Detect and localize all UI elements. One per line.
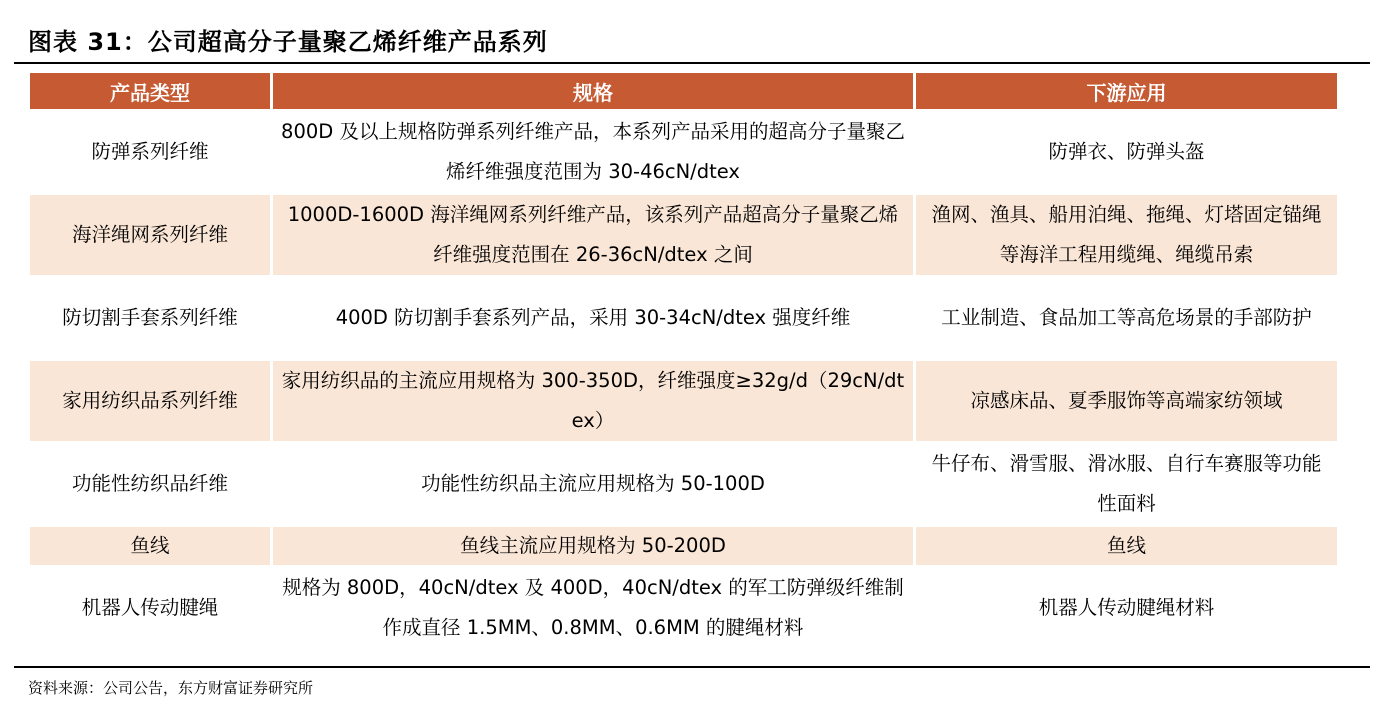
column-header-downstream-application: 下游应用 bbox=[916, 73, 1337, 109]
cell-product-type: 功能性纺织品纤维 bbox=[71, 472, 228, 495]
cell-application: 凉感床品、夏季服饰等高端家纺领域 bbox=[916, 361, 1337, 441]
source-note: 资料来源：公司公告，东方财富证券研究所 bbox=[28, 679, 314, 697]
top-rule bbox=[14, 62, 1370, 64]
column-header-specification: 规格 bbox=[273, 73, 913, 109]
figure-caption: 图表 31：公司超高分子量聚乙烯纤维产品系列 bbox=[28, 28, 548, 56]
table-row bbox=[30, 527, 1337, 565]
cell-product-type: 防弹系列纤维 bbox=[91, 140, 209, 163]
cell-specification: 1000D-1600D 海洋绳网系列纤维产品，该系列产品超高分子量聚乙烯纤维强度范围在 26-36cN/dtex 之间 bbox=[273, 195, 913, 275]
table-row bbox=[30, 195, 1337, 275]
table-header-row bbox=[30, 73, 1337, 109]
cell-specification: 400D 防切割手套系列产品，采用 30-34cN/dtex 强度纤维 bbox=[335, 306, 851, 329]
cell-application: 工业制造、食品加工等高危场景的手部防护 bbox=[941, 306, 1312, 329]
cell-specification: 800D 及以上规格防弹系列纤维产品，本系列产品采用的超高分子量聚乙烯纤维强度范围为 30-46cN/dtex bbox=[281, 120, 905, 183]
cell-application: 牛仔布、滑雪服、滑冰服、自行车赛服等功能性面料 bbox=[931, 452, 1322, 515]
bottom-rule bbox=[14, 666, 1370, 668]
cell-application: 鱼线 bbox=[916, 527, 1337, 565]
cell-product-type: 防切割手套系列纤维 bbox=[62, 306, 238, 329]
product-series-table bbox=[27, 70, 1340, 651]
cell-application: 机器人传动腱绳材料 bbox=[1038, 596, 1215, 619]
cell-application: 防弹衣、防弹头盔 bbox=[1048, 140, 1205, 163]
table-row bbox=[30, 568, 1337, 648]
cell-product-type: 机器人传动腱绳 bbox=[81, 596, 219, 619]
table-row bbox=[30, 278, 1337, 358]
cell-application: 渔网、渔具、船用泊绳、拖绳、灯塔固定锚绳等海洋工程用缆绳、绳缆吊索 bbox=[916, 195, 1337, 275]
cell-product-type: 家用纺织品系列纤维 bbox=[30, 361, 270, 441]
table-row bbox=[30, 444, 1337, 524]
cell-specification: 鱼线主流应用规格为 50-200D bbox=[273, 527, 913, 565]
cell-product-type: 海洋绳网系列纤维 bbox=[30, 195, 270, 275]
table-row bbox=[30, 112, 1337, 192]
cell-product-type: 鱼线 bbox=[30, 527, 270, 565]
table-row bbox=[30, 361, 1337, 441]
cell-specification: 功能性纺织品主流应用规格为 50-100D bbox=[421, 472, 765, 495]
cell-specification: 家用纺织品的主流应用规格为 300-350D，纤维强度≥32g/d（29cN/dtex） bbox=[273, 361, 913, 441]
cell-specification: 规格为 800D，40cN/dtex 及 400D，40cN/dtex 的军工防弹级纤维制作成直径 1.5MM、0.8MM、0.6MM 的腱绳材料 bbox=[282, 576, 904, 639]
column-header-product-type: 产品类型 bbox=[30, 73, 270, 109]
